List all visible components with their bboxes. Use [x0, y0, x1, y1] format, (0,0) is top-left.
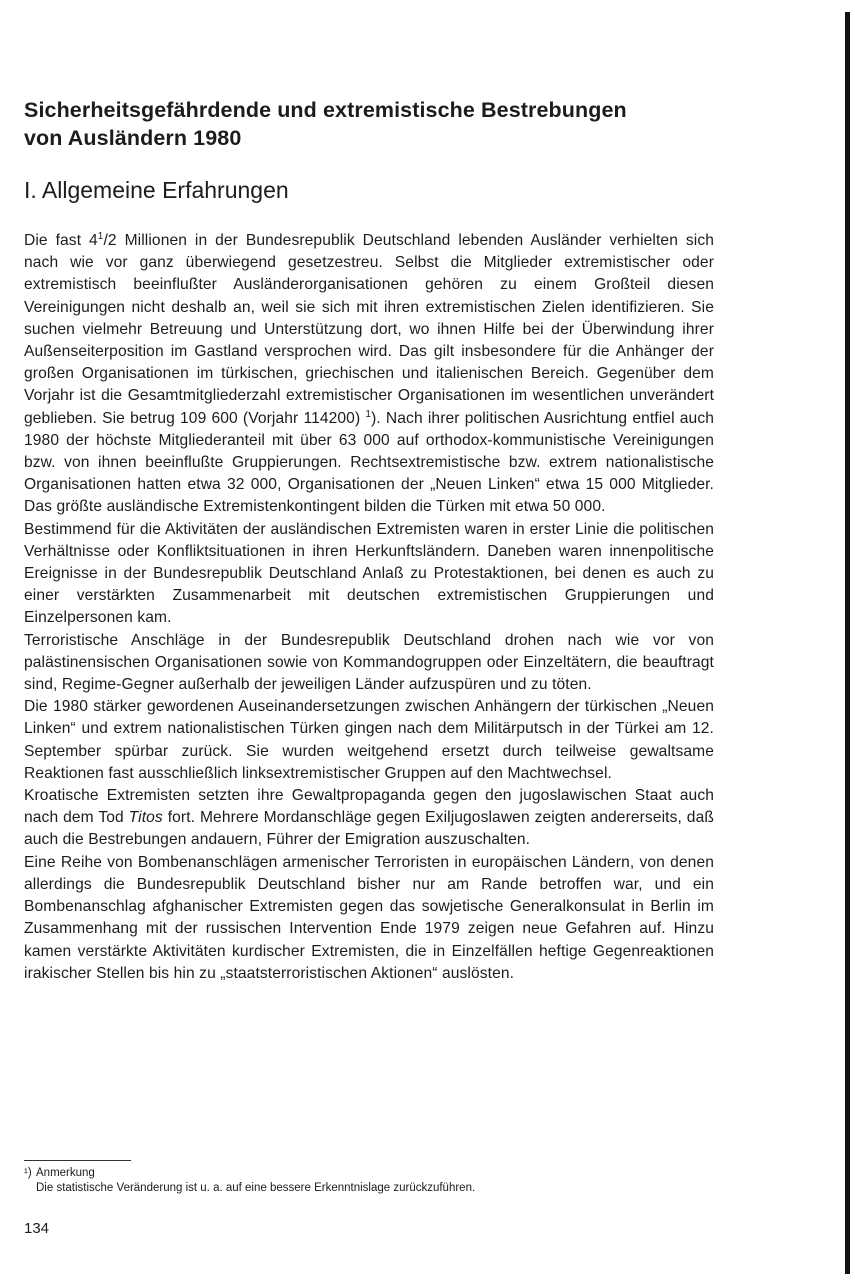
fraction-numerator: 1	[97, 230, 104, 242]
body-text	[24, 230, 714, 985]
heading-line-2: von Ausländern 1980	[24, 126, 242, 150]
section-title: I. Allgemeine Erfahrungen	[24, 177, 289, 203]
footnote-title: Anmerkung	[36, 1167, 95, 1179]
heading-line-1: Sicherheitsgefährdende und extremistische Bestrebungen	[24, 98, 627, 122]
paragraph-4: Die 1980 stärker gewordenen Auseinandersetzungen zwischen Anhängern der türkischen „Neuen Linken“ und extrem nationalistischen Türken gingen nach dem Militärputsch in der Türkei am 12. September spürbar zurück. Sie wurden weitgehend ersetzt durch teilweise gewaltsame Reaktionen fast ausschließlich linksextremistischer Gruppen auf den Machtwechsel.	[24, 698, 714, 782]
p5-text-b: fort. Mehrere Mordanschläge gegen Exiljugoslawen zeigten andererseits, daß auch die Bestrebungen andauern, Führer der Emigration auszuschalten.	[24, 809, 714, 849]
footnote-text: Die statistische Veränderung ist u. a. auf eine bessere Erkenntnislage zurückzuführen.	[36, 1182, 476, 1194]
footnote-divider	[24, 1160, 131, 1161]
paragraph-2: Bestimmend für die Aktivitäten der ausländischen Extremisten waren in erster Linie die politischen Verhältnisse oder Konfliktsituationen in ihren Herkunftsländern. Daneben waren innenpolitische Ereignisse in der Bundesrepublik Deutschland Anlaß zu Protestaktionen, bei denen es auch zu einer verstärkten Zusammenarbeit mit deutschen extremistischen Gruppierungen und Einzelpersonen kam.	[24, 520, 714, 627]
p5-text-a: Kroatische Extremisten setzten ihre Gewaltpropaganda gegen den jugoslawischen Staat auch nach dem Tod	[24, 787, 714, 827]
footnote	[24, 1166, 475, 1196]
page-edge-line	[845, 12, 850, 1274]
p5-name: Titos	[128, 809, 163, 827]
footnote-reference: 1	[365, 408, 372, 420]
paragraph-5	[24, 785, 714, 852]
footnote-mark: ¹)	[24, 1167, 32, 1179]
p1-text-a: Die fast 4	[24, 232, 98, 249]
p1-text-b: /2 Millionen in der Bundesrepublik Deutschland lebenden Ausländer verhielten sich nach wie vor ganz überwiegend gesetzestreu. Selbst die Mitglieder extremistischer oder extremistisch beeinflußter Ausländerorganisationen gehören zu einem Großteil diesen Vereinigungen nicht deshalb an, weil sie sich mit ihren extremistischen Zielen identifizieren. Sie suchen vielmehr Betreuung und Unterstützung dort, wo ihnen Hilfe bei der Überwindung ihrer Außenseiterposition im Gastland versprochen wird. Das gilt insbesondere für die Anhänger der großen Organisationen im türkischen, griechischen und italienischen Bereich. Gegenüber dem Vorjahr ist die Gesamtmitgliederzahl extremistischer Organisationen im wesentlichen unverändert geblieben. Sie betrug 109 600 (Vorjahr 114200)	[24, 232, 714, 427]
page-heading	[24, 96, 724, 152]
paragraph-1	[24, 230, 714, 519]
p1-text-c: ). Nach ihrer politischen Ausrichtung entfiel auch 1980 der höchste Mitgliederanteil mit über 63 000 auf orthodox-kommunistische Vereinigungen bzw. von ihnen beeinflußte Gruppierungen. Rechtsextremistische bzw. extrem nationalistische Organisationen hatten etwa 32 000, Organisationen der „Neuen Linken“ etwa 15 000 Mitglieder. Das größte ausländische Extremistenkontingent bilden die Türken mit etwa 50 000.	[24, 409, 714, 516]
page-number: 134	[24, 1220, 50, 1237]
paragraph-6: Eine Reihe von Bombenanschlägen armenischer Terroristen in europäischen Ländern, von denen allerdings die Bundesrepublik Deutschland bisher nur am Rande betroffen war, und ein Bombenanschlag afghanischer Extremisten gegen das sowjetische Generalkonsulat in Berlin im Zusammenhang mit der russischen Intervention Ende 1979 zeigen neue Gefahren auf. Hinzu kamen verstärkte Aktivitäten kurdischer Extremisten, die in Einzelfällen heftige Gegenreaktionen irakischer Stellen bis hin zu „staatsterroristischen Aktionen“ auslösten.	[24, 853, 714, 982]
paragraph-3: Terroristische Anschläge in der Bundesrepublik Deutschland drohen nach wie vor von palästinensischen Organisationen sowie von Kommandogruppen oder Einzeltätern, die beauftragt sind, Regime-Gegner außerhalb der jeweiligen Länder aufzuspüren und zu töten.	[24, 631, 714, 694]
